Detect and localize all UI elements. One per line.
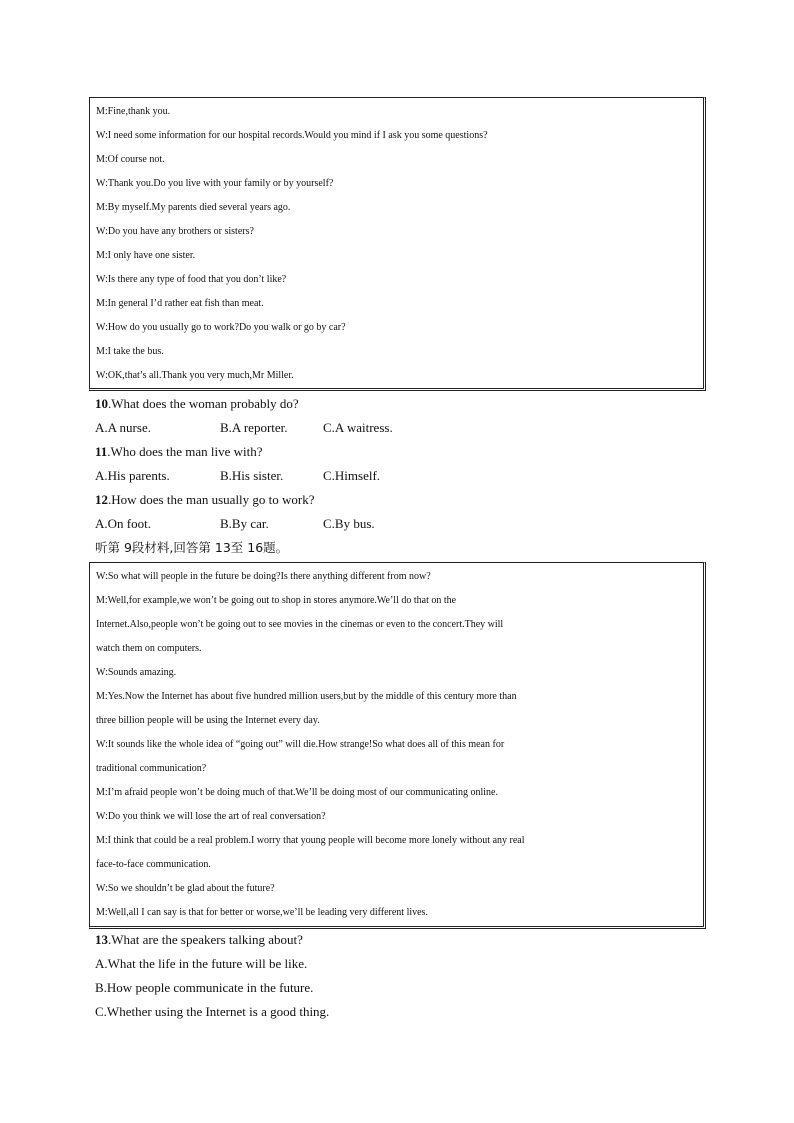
dialogue-line: three billion people will be using the Internet every day. — [96, 715, 320, 726]
dialogue-line: W:Sounds amazing. — [96, 667, 177, 678]
question-number: 13 — [95, 932, 108, 947]
option-b: B.A reporter. — [220, 420, 288, 435]
dialogue-line: M:By myself.My parents died several years ago. — [96, 202, 291, 213]
question-text: .What are the speakers talking about? — [108, 932, 303, 947]
question-10 — [95, 392, 299, 416]
dialogue-line: M:Fine,thank you. — [96, 106, 171, 117]
dialogue-line: W:How do you usually go to work?Do you walk or go by car? — [96, 322, 346, 333]
dialogue-line: W:It sounds like the whole idea of “going out” will die.How strange!So what does all of this mean for — [96, 739, 505, 750]
dialogue-line: W:Do you have any brothers or sisters? — [96, 226, 254, 237]
dialogue-line: M:Of course not. — [96, 154, 165, 165]
dialogue-line: traditional communication? — [96, 763, 207, 774]
dialogue-line: M:Well,all I can say is that for better or worse,we’ll be leading very different lives. — [96, 907, 428, 918]
dialogue-line: W:Is there any type of food that you don’t like? — [96, 274, 287, 285]
dialogue-line: Internet.Also,people won’t be going out to see movies in the cinemas or even to the concert.They will — [96, 619, 504, 630]
question-number: 10 — [95, 396, 108, 411]
option-a: A.A nurse. — [95, 420, 151, 435]
dialogue-line: M:I’m afraid people won’t be doing much of that.We’ll be doing most of our communicating online. — [96, 787, 498, 798]
question-text: .Who does the man live with? — [107, 444, 263, 459]
dialogue-line: W:Do you think we will lose the art of real conversation? — [96, 811, 326, 822]
dialogue-line: W:OK,that’s all.Thank you very much,Mr Miller. — [96, 370, 294, 381]
question-13 — [95, 928, 303, 952]
option-c: C.Whether using the Internet is a good thing. — [95, 1004, 330, 1019]
option-b: B.By car. — [220, 516, 269, 531]
question-text: .What does the woman probably do? — [108, 396, 299, 411]
question-12 — [95, 488, 315, 512]
dialogue-line: M:I think that could be a real problem.I worry that young people will become more lonely without any real — [96, 835, 525, 846]
option-a: A.On foot. — [95, 516, 151, 531]
dialogue-line: M:Yes.Now the Internet has about five hundred million users,but by the middle of this century more than — [96, 691, 517, 702]
question-text: .How does the man usually go to work? — [108, 492, 315, 507]
option-b: B.His sister. — [220, 468, 284, 483]
dialogue-line: M:In general I’d rather eat fish than meat. — [96, 298, 264, 309]
dialogue-box-1 — [89, 97, 706, 391]
question-number: 11 — [95, 444, 108, 459]
section-heading: 听第 9段材料,回答第 13至 16题。 — [95, 540, 289, 555]
option-a: A.What the life in the future will be like. — [95, 956, 308, 971]
question-11 — [95, 440, 263, 464]
option-a: A.His parents. — [95, 468, 170, 483]
dialogue-line: W:I need some information for our hospital records.Would you mind if I ask you some questions? — [96, 130, 488, 141]
question-number: 12 — [95, 492, 108, 507]
option-c: C.A waitress. — [323, 420, 393, 435]
dialogue-line: W:So what will people in the future be doing?Is there anything different from now? — [96, 571, 431, 582]
dialogue-line: M:I take the bus. — [96, 346, 164, 357]
options-10 — [95, 416, 415, 440]
dialogue-line: M:I only have one sister. — [96, 250, 196, 261]
dialogue-line: face-to-face communication. — [96, 859, 211, 870]
options-12 — [95, 512, 415, 536]
option-b: B.How people communicate in the future. — [95, 980, 314, 995]
options-11 — [95, 464, 415, 488]
dialogue-line: M:Well,for example,we won’t be going out to shop in stores anymore.We’ll do that on the — [96, 595, 457, 606]
dialogue-line: W:So we shouldn’t be glad about the future? — [96, 883, 275, 894]
dialogue-box-2 — [89, 562, 706, 929]
option-c: C.Himself. — [323, 468, 381, 483]
dialogue-line: watch them on computers. — [96, 643, 202, 654]
option-c: C.By bus. — [323, 516, 375, 531]
dialogue-line: W:Thank you.Do you live with your family or by yourself? — [96, 178, 334, 189]
